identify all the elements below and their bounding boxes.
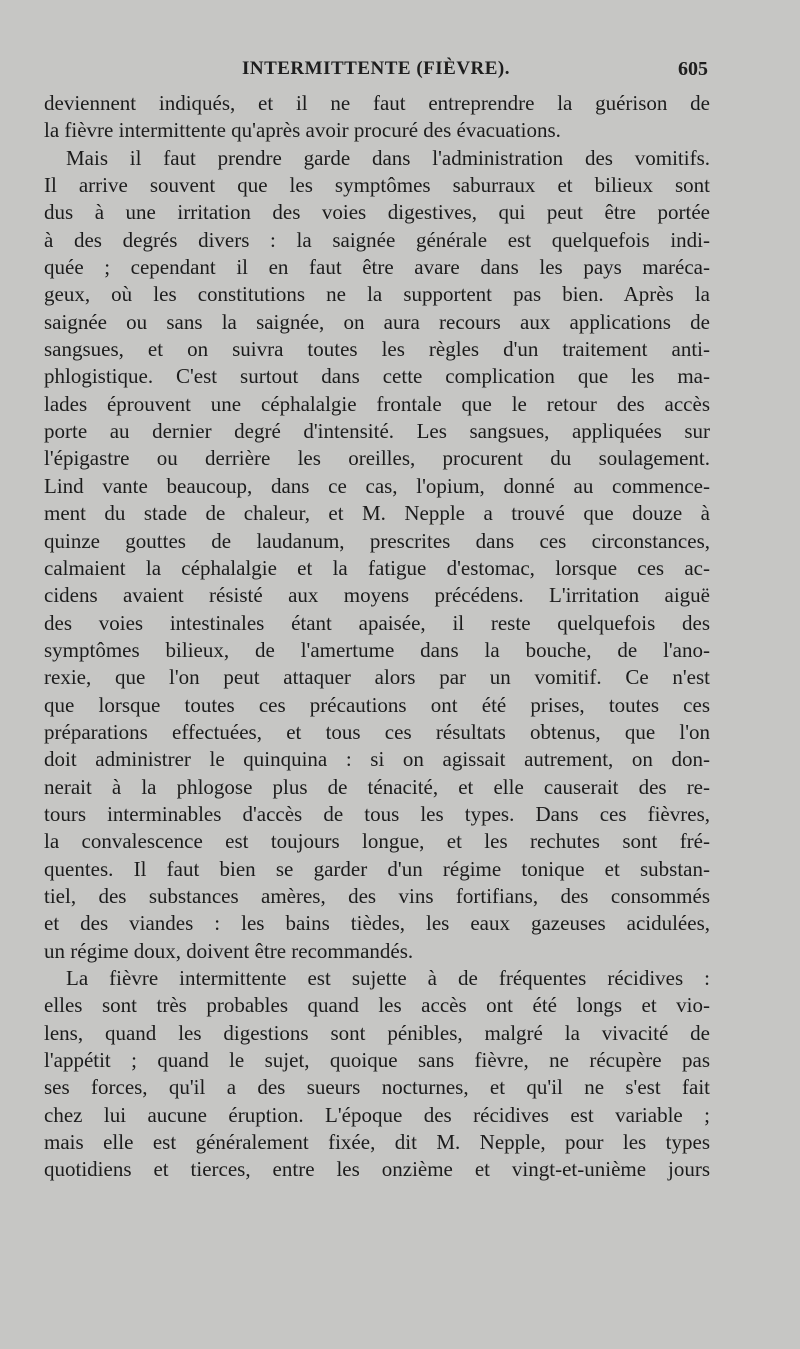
page-number: 605 — [678, 58, 708, 80]
page-header — [44, 58, 708, 88]
paragraph — [44, 965, 710, 1184]
text-line: geux, où les constitutions ne la supportent pas bien. Après la — [44, 282, 710, 307]
text-line: elles sont très probables quand les accès ont été longs et vio- — [44, 993, 710, 1018]
paragraph — [44, 90, 710, 145]
text-line: rexie, que l'on peut attaquer alors par un vomitif. Ce n'est — [44, 665, 710, 690]
text-line: l'épigastre ou derrière les oreilles, procurent du soulagement. — [44, 446, 710, 471]
text-line: La fièvre intermittente est sujette à de fréquentes récidives : — [66, 966, 710, 990]
text-line: tiel, des substances amères, des vins fortifians, des consommés — [44, 883, 710, 908]
text-line: la fièvre intermittente qu'après avoir procuré des évacuations. — [44, 118, 561, 143]
text-line: chez lui aucune éruption. L'époque des récidives est variable ; — [44, 1102, 710, 1127]
text-line: préparations effectuées, et tous ces résultats obtenus, que l'on — [44, 719, 710, 744]
text-line: porte au dernier degré d'intensité. Les sangsues, appliquées sur — [44, 419, 710, 444]
text-line: quentes. Il faut bien se garder d'un régime tonique et substan- — [44, 856, 710, 881]
text-line: nerait à la phlogose plus de ténacité, et elle causerait des re- — [44, 774, 710, 799]
text-line: phlogistique. C'est surtout dans cette complication que les ma- — [44, 364, 710, 389]
text-line: calmaient la céphalalgie et la fatigue d'estomac, lorsque ces ac- — [44, 555, 710, 580]
text-line: un régime doux, doivent être recommandés. — [44, 938, 414, 963]
text-line: ment du stade de chaleur, et M. Nepple a trouvé que douze à — [44, 501, 710, 526]
text-line: sangsues, et on suivra toutes les règles d'un traitement anti- — [44, 337, 710, 362]
paragraph — [44, 145, 710, 965]
text-line: doit administrer le quinquina : si on agissait autrement, on don- — [44, 747, 710, 772]
text-line: ses forces, qu'il a des sueurs nocturnes, et qu'il ne s'est fait — [44, 1075, 710, 1100]
text-line: saignée ou sans la saignée, on aura recours aux applications de — [44, 309, 710, 334]
text-line: symptômes bilieux, de l'amertume dans la bouche, de l'ano- — [44, 637, 710, 662]
text-line: lens, quand les digestions sont pénibles, malgré la vivacité de — [44, 1020, 710, 1045]
text-line: Lind vante beaucoup, dans ce cas, l'opium, donné au commence- — [44, 473, 710, 498]
text-line: tours interminables d'accès de tous les types. Dans ces fièvres, — [44, 801, 710, 826]
text-line: quée ; cependant il en faut être avare dans les pays maréca- — [44, 255, 710, 280]
text-line: mais elle est généralement fixée, dit M. Nepple, pour les types — [44, 1130, 710, 1155]
text-line: quinze gouttes de laudanum, prescrites dans ces circonstances, — [44, 528, 710, 553]
text-line: deviennent indiqués, et il ne faut entreprendre la guérison de — [44, 91, 710, 115]
text-line: à des degrés divers : la saignée générale est quelquefois indi- — [44, 227, 710, 252]
body-text — [44, 90, 710, 1184]
running-title: INTERMITTENTE (FIÈVRE). — [241, 58, 511, 79]
text-line: l'appétit ; quand le sujet, quoique sans fièvre, ne récupère pas — [44, 1048, 710, 1073]
text-line: lades éprouvent une céphalalgie frontale que le retour des accès — [44, 391, 710, 416]
text-line: des voies intestinales étant apaisée, il reste quelquefois des — [44, 610, 710, 635]
text-line: que lorsque toutes ces précautions ont été prises, toutes ces — [44, 692, 710, 717]
text-line: quotidiens et tierces, entre les onzième et vingt-et-unième jours — [44, 1157, 710, 1182]
text-line: dus à une irritation des voies digestives, qui peut être portée — [44, 200, 710, 225]
text-line: la convalescence est toujours longue, et les rechutes sont fré- — [44, 829, 710, 854]
text-line: Il arrive souvent que les symptômes saburraux et bilieux sont — [44, 173, 710, 198]
text-line: et des viandes : les bains tièdes, les eaux gazeuses acidulées, — [44, 911, 710, 936]
text-line: Mais il faut prendre garde dans l'administration des vomitifs. — [66, 145, 710, 170]
text-line: cidens avaient résisté aux moyens précédens. L'irritation aiguë — [44, 583, 710, 608]
